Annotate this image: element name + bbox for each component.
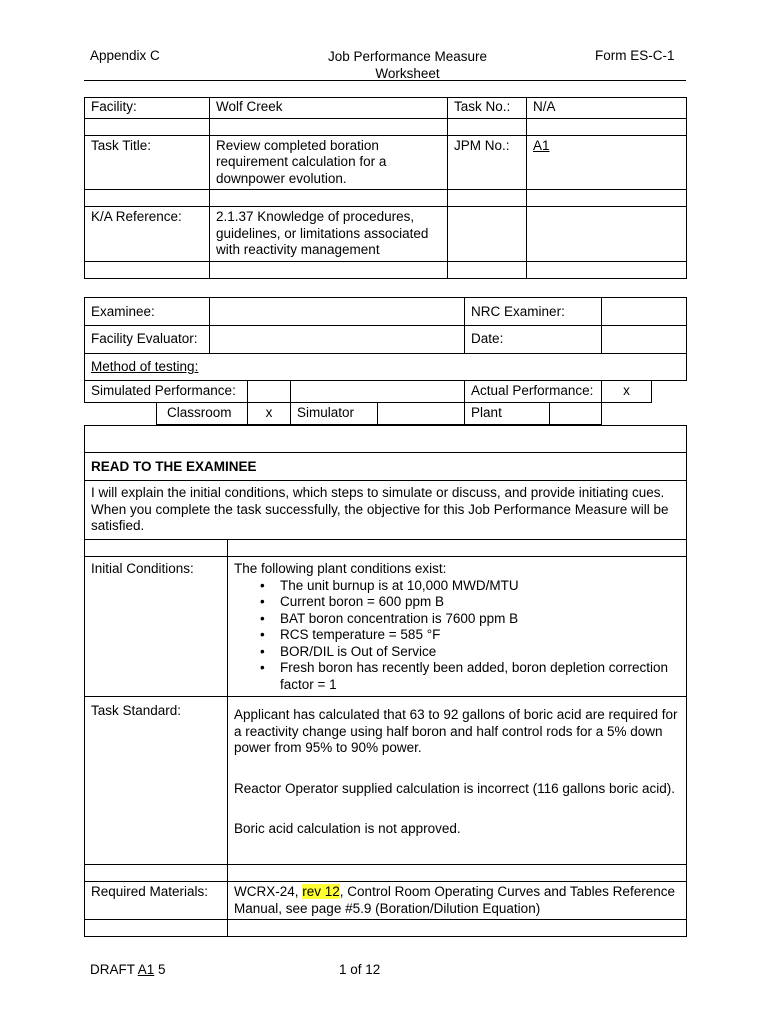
plant-box: [550, 403, 602, 425]
document-title: [300, 48, 515, 82]
task-title-value: Review completed boration requirement calculation for a downpower evolution.: [210, 135, 448, 190]
header-rule: [84, 80, 686, 81]
page-number: 1 of 12: [339, 962, 381, 977]
read-to-examinee-heading: READ TO THE EXAMINEE: [85, 453, 687, 481]
facility-evaluator-label: Facility Evaluator:: [85, 326, 210, 354]
simulated-performance-box: [248, 381, 291, 403]
plant-label: Plant: [465, 403, 550, 425]
title-line-2: Worksheet: [375, 66, 440, 81]
appendix-label: Appendix C: [90, 48, 160, 63]
examination-table: [84, 297, 687, 425]
draft-prefix: DRAFT: [90, 962, 138, 977]
initial-conditions: [228, 557, 687, 697]
date-label: Date:: [465, 326, 602, 354]
materials-suffix: , Control Room Operating Curves and Tables Reference Manual, see page #5.9 (Boration/Dilution Equation): [234, 884, 675, 916]
form-number: Form ES-C-1: [595, 48, 675, 63]
title-line-1: Job Performance Measure: [327, 49, 488, 64]
task-no-label: Task No.:: [448, 98, 527, 119]
draft-label: [90, 962, 166, 977]
condition-item: • BOR/DIL is Out of Service: [260, 644, 680, 661]
examinee-field: [210, 298, 465, 326]
date-field: [602, 326, 687, 354]
task-no-value: N/A: [527, 98, 687, 119]
classroom-mark: x: [248, 403, 291, 425]
examinee-label: Examinee:: [85, 298, 210, 326]
task-standard-p2: Reactor Operator supplied calculation is incorrect (116 gallons boric acid).: [234, 780, 675, 796]
draft-suffix: 5: [154, 962, 166, 977]
required-materials: [228, 882, 687, 920]
task-standard: [228, 697, 687, 865]
task-info-table: [84, 97, 687, 279]
condition-item: • RCS temperature = 585 °F: [260, 627, 680, 644]
materials-revision-highlight: rev 12: [302, 884, 340, 899]
draft-id: A1: [137, 962, 155, 977]
actual-performance-mark: x: [602, 381, 652, 403]
initial-conditions-label: Initial Conditions:: [85, 557, 228, 697]
jpm-no-value: A1: [527, 135, 687, 190]
condition-item: • Fresh boron has recently been added, boron depletion correction factor = 1: [260, 660, 680, 693]
initial-conditions-list: [234, 578, 680, 694]
simulator-box: [378, 403, 465, 425]
initial-conditions-lead: The following plant conditions exist:: [234, 561, 447, 576]
condition-item: • The unit burnup is at 10,000 MWD/MTU: [260, 578, 680, 595]
classroom-label: Classroom: [157, 403, 248, 425]
condition-item: • BAT boron concentration is 7600 ppm B: [260, 611, 680, 628]
condition-item: • Current boron = 600 ppm B: [260, 594, 680, 611]
examinee-instructions: I will explain the initial conditions, which steps to simulate or discuss, and provide initiating cues. When you complete the task successfully, the objective for this Job Performance Measure will be satisfied.: [85, 481, 687, 540]
facility-value: Wolf Creek: [210, 98, 448, 119]
method-of-testing-label: Method of testing:: [91, 359, 199, 374]
nrc-examiner-label: NRC Examiner:: [465, 298, 602, 326]
jpm-no-label: JPM No.:: [448, 135, 527, 190]
simulator-label: Simulator: [291, 403, 378, 425]
nrc-examiner-field: [602, 298, 687, 326]
ka-reference-label: K/A Reference:: [85, 207, 210, 262]
task-title-label: Task Title:: [85, 135, 210, 190]
materials-prefix: WCRX-24,: [234, 884, 303, 899]
ka-reference-value: 2.1.37 Knowledge of procedures, guidelines, or limitations associated with reactivity management: [210, 207, 448, 262]
actual-performance-label: Actual Performance:: [465, 381, 602, 403]
read-to-examinee-table: [84, 425, 687, 937]
simulated-performance-label: Simulated Performance:: [85, 381, 248, 403]
facility-label: Facility:: [85, 98, 210, 119]
task-standard-p1: Applicant has calculated that 63 to 92 gallons of boric acid are required for a reactivity change using half boron and half control rods for a 5% down power from 95% to 90% power.: [234, 707, 678, 755]
task-standard-label: Task Standard:: [85, 697, 228, 865]
facility-evaluator-field: [210, 326, 465, 354]
required-materials-label: Required Materials:: [85, 882, 228, 920]
task-standard-p3: Boric acid calculation is not approved.: [234, 821, 461, 836]
